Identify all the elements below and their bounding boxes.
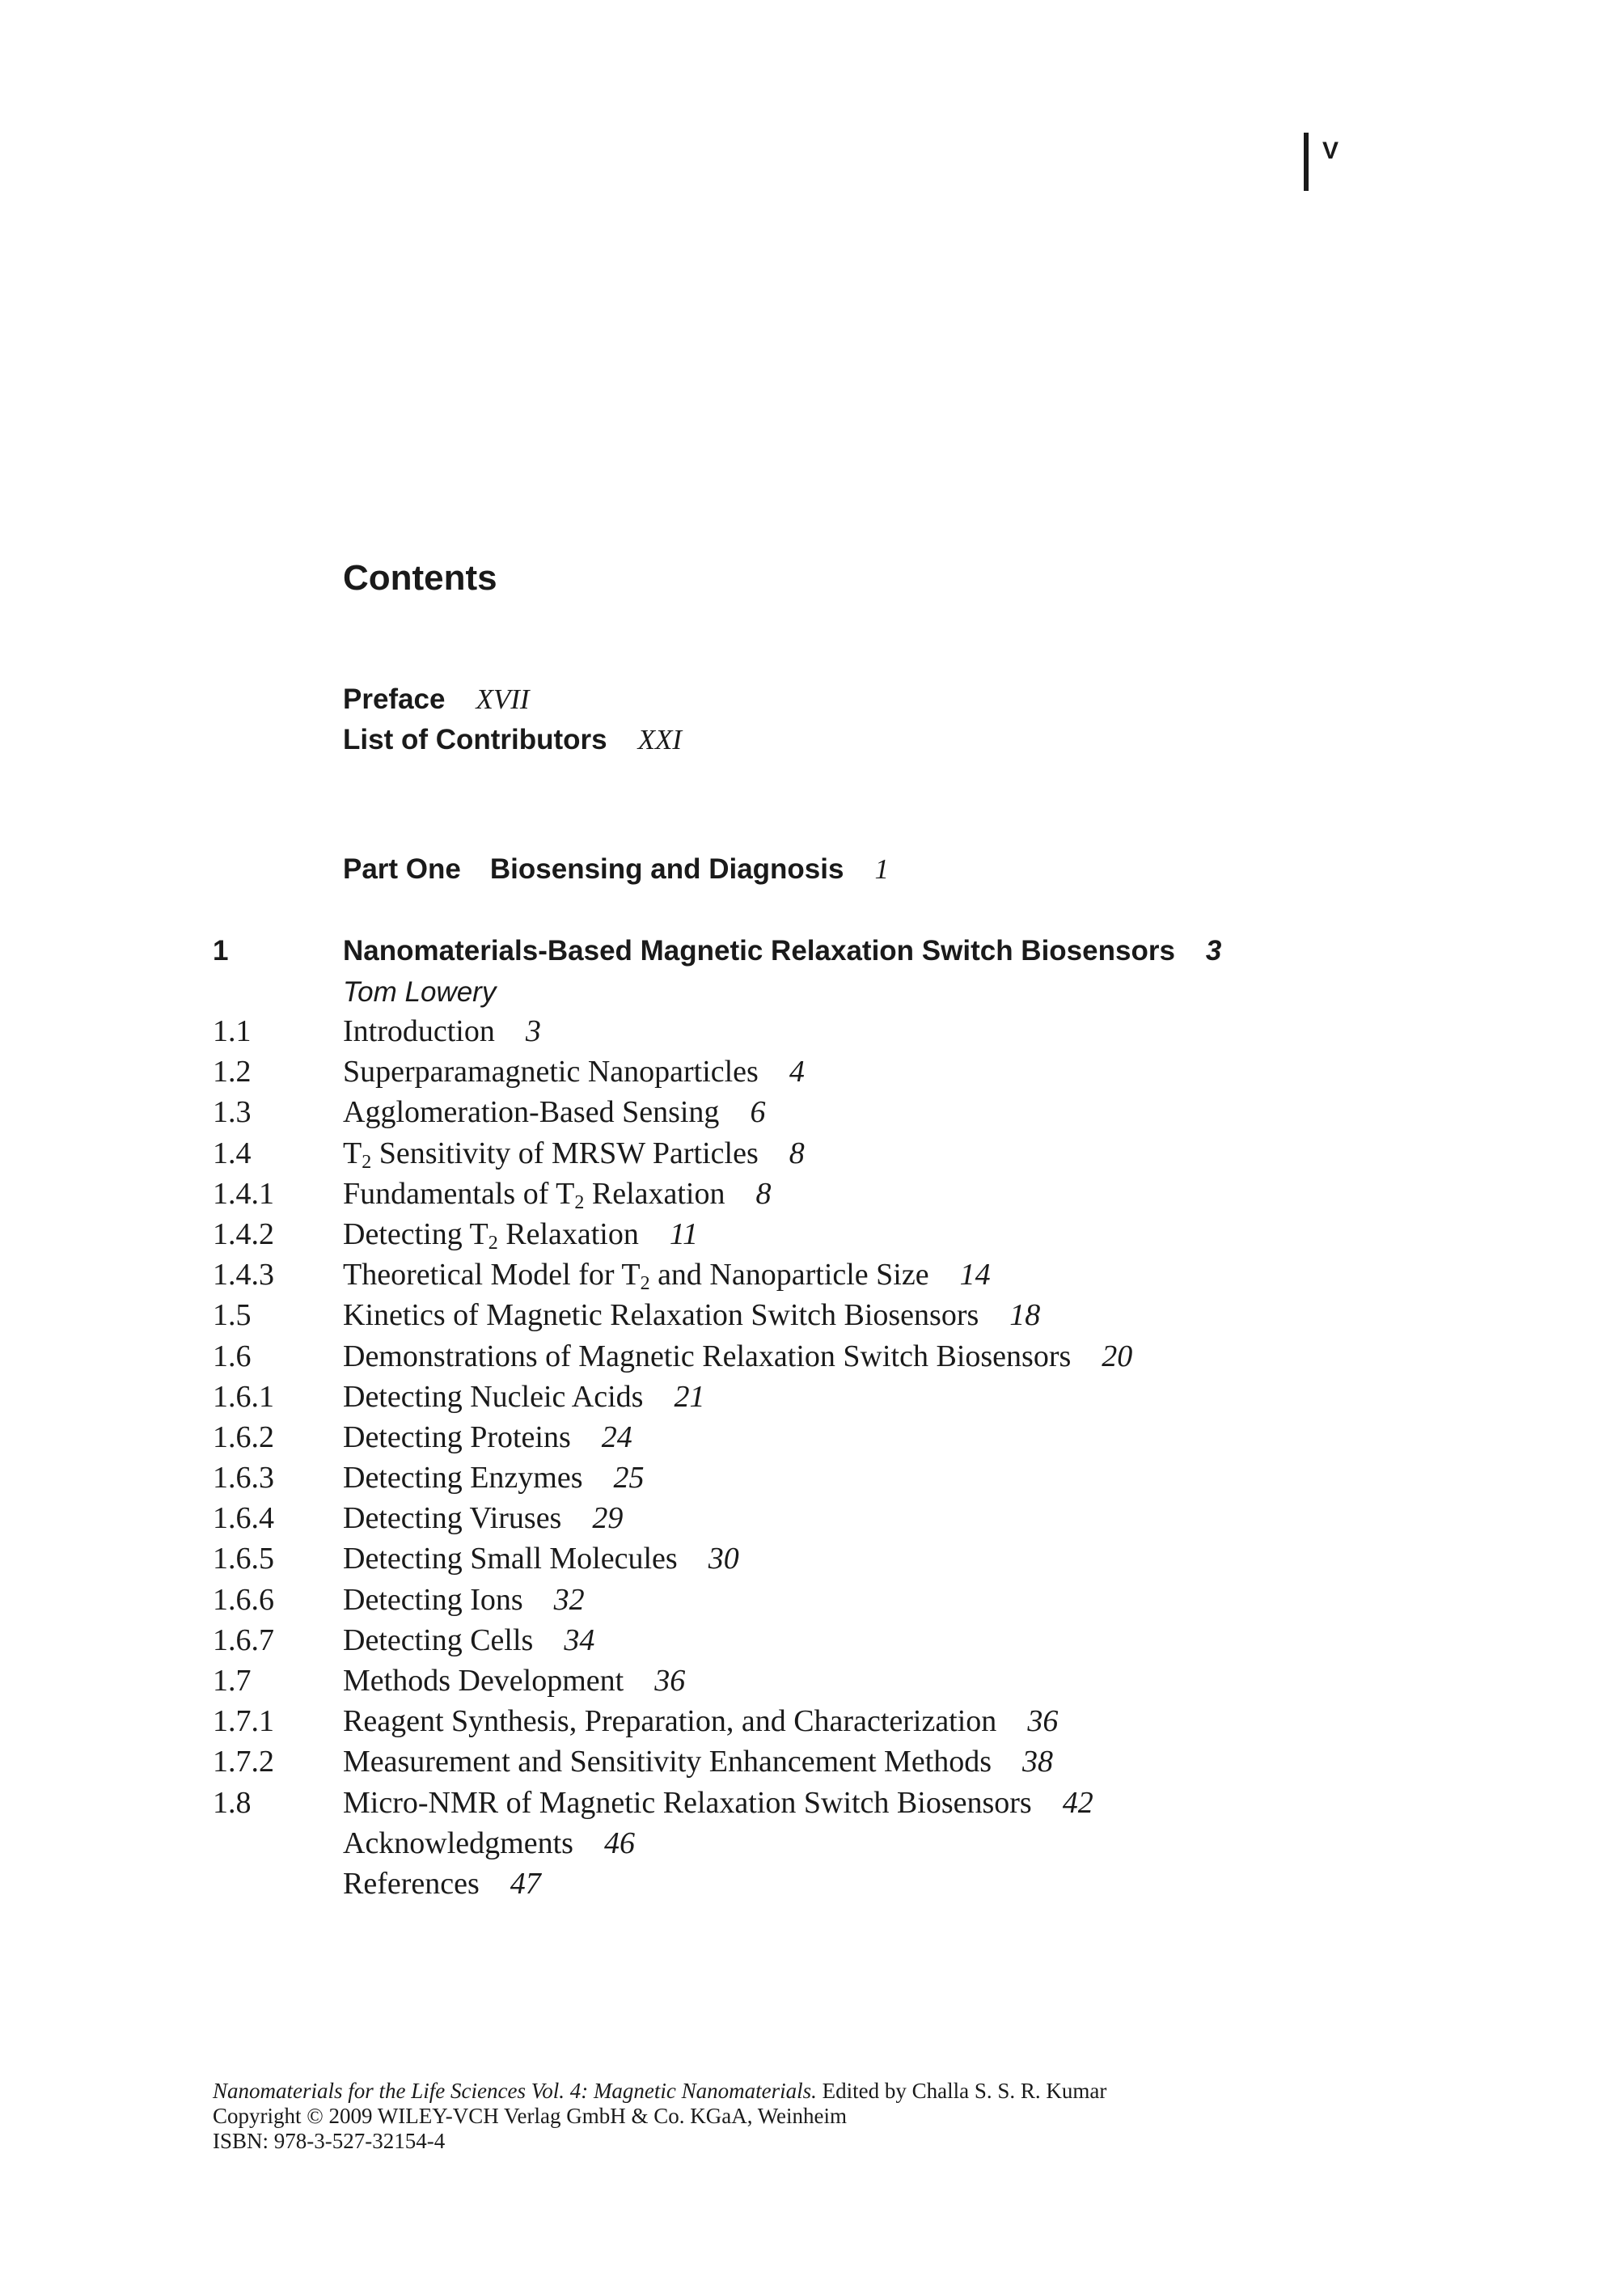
entry-page: 20: [1102, 1339, 1133, 1373]
toc-entry[interactable]: [0, 1663, 1624, 1703]
entry-title-suffix: Relaxation: [584, 1176, 725, 1211]
entry-title: Detecting Nucleic Acids: [343, 1379, 644, 1414]
entry-page: 36: [1027, 1704, 1059, 1739]
entry-number: 1.7.1: [213, 1704, 274, 1739]
entry-number: 1.6.7: [213, 1622, 274, 1657]
toc-entry[interactable]: [0, 1500, 1624, 1541]
entry-title-subscript: 2: [362, 1151, 372, 1173]
entry-number: 1.4.1: [213, 1176, 274, 1211]
entry-number: 1.6.4: [213, 1501, 274, 1536]
entry-title: Demonstrations of Magnetic Relaxation Switch Biosensors: [343, 1339, 1072, 1373]
entry-page: 36: [654, 1664, 686, 1698]
entry-title: Methods Development: [343, 1664, 624, 1698]
part-title: Biosensing and Diagnosis: [489, 853, 844, 885]
entry-number: 1.6.3: [213, 1461, 274, 1496]
chapter-author: Tom Lowery: [343, 976, 497, 1008]
toc-entry[interactable]: [0, 1013, 1624, 1054]
contents-title: Contents: [343, 558, 497, 598]
entry-title: Agglomeration-Based Sensing: [343, 1095, 720, 1130]
entry-title: Detecting Ions: [343, 1582, 523, 1617]
front-matter-page: XXI: [637, 724, 683, 755]
toc-entry[interactable]: [0, 1339, 1624, 1379]
entry-title: Detecting Small Molecules: [343, 1542, 678, 1576]
entry-title: Kinetics of Magnetic Relaxation Switch Biosensors: [343, 1298, 979, 1333]
entry-page: 18: [1009, 1298, 1041, 1333]
entry-title-subscript: 2: [640, 1273, 650, 1295]
toc-entry[interactable]: [0, 1744, 1624, 1784]
entry-number: 1.6.6: [213, 1582, 274, 1617]
entry-title-suffix: and Nanoparticle Size: [649, 1258, 929, 1292]
entry-title: Reagent Synthesis, Preparation, and Characterization: [343, 1704, 997, 1739]
toc-entry-list: [0, 1013, 1624, 1906]
toc-entry[interactable]: [0, 1582, 1624, 1622]
entry-number: 1.7: [213, 1664, 252, 1698]
entry-title: Acknowledgments: [343, 1826, 573, 1860]
entry-number: 1.6: [213, 1339, 252, 1373]
toc-front-matter-preface[interactable]: [343, 683, 530, 716]
entry-title: Detecting Proteins: [343, 1419, 571, 1454]
entry-title: Detecting Cells: [343, 1622, 534, 1657]
chapter-title: Nanomaterials-Based Magnetic Relaxation Switch Biosensors: [343, 935, 1175, 967]
entry-title: Introduction: [343, 1014, 495, 1048]
page-marker-bar: [1304, 133, 1309, 191]
entry-page: 38: [1022, 1745, 1054, 1779]
entry-page: 8: [755, 1176, 772, 1211]
toc-entry[interactable]: [0, 1379, 1624, 1419]
toc-entry[interactable]: [0, 1297, 1624, 1338]
toc-front-matter-contributors[interactable]: [343, 724, 682, 756]
part-label: Part One: [343, 853, 461, 885]
entry-page: 8: [789, 1136, 805, 1170]
entry-number: 1.4: [213, 1136, 252, 1170]
toc-entry[interactable]: [0, 1094, 1624, 1135]
entry-title: Detecting Enzymes: [343, 1461, 583, 1496]
chapter-number: 1: [213, 935, 229, 967]
entry-number: 1.2: [213, 1055, 252, 1089]
entry-page: 34: [564, 1622, 595, 1657]
entry-title: References: [343, 1866, 480, 1901]
entry-number: 1.4.2: [213, 1216, 274, 1251]
copyright-footer: [213, 2079, 1106, 2154]
entry-number: 1.1: [213, 1014, 252, 1048]
entry-number: 1.8: [213, 1785, 252, 1820]
entry-title-suffix: Relaxation: [497, 1216, 639, 1251]
entry-page: 46: [603, 1826, 635, 1860]
entry-title-prefix: Theoretical Model for T: [343, 1258, 641, 1292]
entry-page: 25: [613, 1461, 645, 1496]
toc-entry[interactable]: [0, 1541, 1624, 1581]
entry-number: 1.3: [213, 1095, 252, 1130]
toc-entry[interactable]: [0, 1866, 1624, 1906]
entry-title: Superparamagnetic Nanoparticles: [343, 1055, 759, 1089]
front-matter-label: Preface: [343, 683, 446, 715]
front-matter-page: XVII: [476, 683, 530, 715]
entry-number: 1.6.5: [213, 1542, 274, 1576]
entry-page: 30: [708, 1542, 739, 1576]
entry-page: 24: [601, 1419, 632, 1454]
chapter-page: 3: [1205, 935, 1222, 967]
part-page: 1: [874, 853, 889, 885]
entry-number: 1.6.1: [213, 1379, 274, 1414]
toc-part-heading[interactable]: [343, 853, 889, 886]
toc-entry[interactable]: [0, 1419, 1624, 1460]
toc-entry[interactable]: [0, 1136, 1624, 1176]
entry-page: 11: [669, 1216, 699, 1251]
entry-title: Measurement and Sensitivity Enhancement Methods: [343, 1745, 992, 1779]
entry-page: 21: [674, 1379, 705, 1414]
entry-page: 6: [750, 1095, 766, 1130]
entry-page: 4: [789, 1055, 805, 1089]
toc-entry[interactable]: [0, 1785, 1624, 1826]
entry-page: 29: [592, 1501, 624, 1536]
toc-entry[interactable]: [0, 1176, 1624, 1216]
toc-entry[interactable]: [0, 1703, 1624, 1744]
entry-title: Detecting Viruses: [343, 1501, 562, 1536]
toc-entry[interactable]: [0, 1216, 1624, 1257]
entry-title-subscript: 2: [574, 1191, 585, 1213]
entry-title: Micro-NMR of Magnetic Relaxation Switch Biosensors: [343, 1785, 1032, 1820]
page-number: V: [1322, 137, 1339, 164]
toc-entry[interactable]: [0, 1622, 1624, 1663]
footer-copyright: Copyright © 2009 WILEY-VCH Verlag GmbH & Co. KGaA, Weinheim: [213, 2104, 848, 2128]
entry-page: 14: [959, 1258, 991, 1292]
entry-title-suffix: Sensitivity of MRSW Particles: [371, 1136, 759, 1170]
entry-title-subscript: 2: [488, 1232, 498, 1254]
footer-book-line: [213, 2079, 1106, 2104]
entry-page: 32: [553, 1582, 585, 1617]
entry-page: 3: [525, 1014, 541, 1048]
entry-number: 1.5: [213, 1298, 252, 1333]
toc-entry[interactable]: [0, 1460, 1624, 1500]
toc-entry[interactable]: [0, 1257, 1624, 1297]
toc-entry[interactable]: [0, 1826, 1624, 1866]
footer-editor: Edited by Challa S. S. R. Kumar: [822, 2079, 1107, 2103]
entry-page: 47: [510, 1866, 541, 1901]
entry-title-prefix: T: [343, 1136, 362, 1170]
footer-isbn: ISBN: 978-3-527-32154-4: [213, 2129, 446, 2153]
entry-title-prefix: Fundamentals of T: [343, 1176, 575, 1211]
entry-number: 1.6.2: [213, 1419, 274, 1454]
entry-number: 1.7.2: [213, 1745, 274, 1779]
toc-entry[interactable]: [0, 1054, 1624, 1094]
front-matter-label: List of Contributors: [343, 724, 607, 755]
entry-title-prefix: Detecting T: [343, 1216, 488, 1251]
entry-number: 1.4.3: [213, 1258, 274, 1292]
entry-page: 42: [1062, 1785, 1093, 1820]
footer-book-title: Nanomaterials for the Life Sciences Vol. 4: Magnetic Nanomaterials.: [213, 2079, 817, 2103]
